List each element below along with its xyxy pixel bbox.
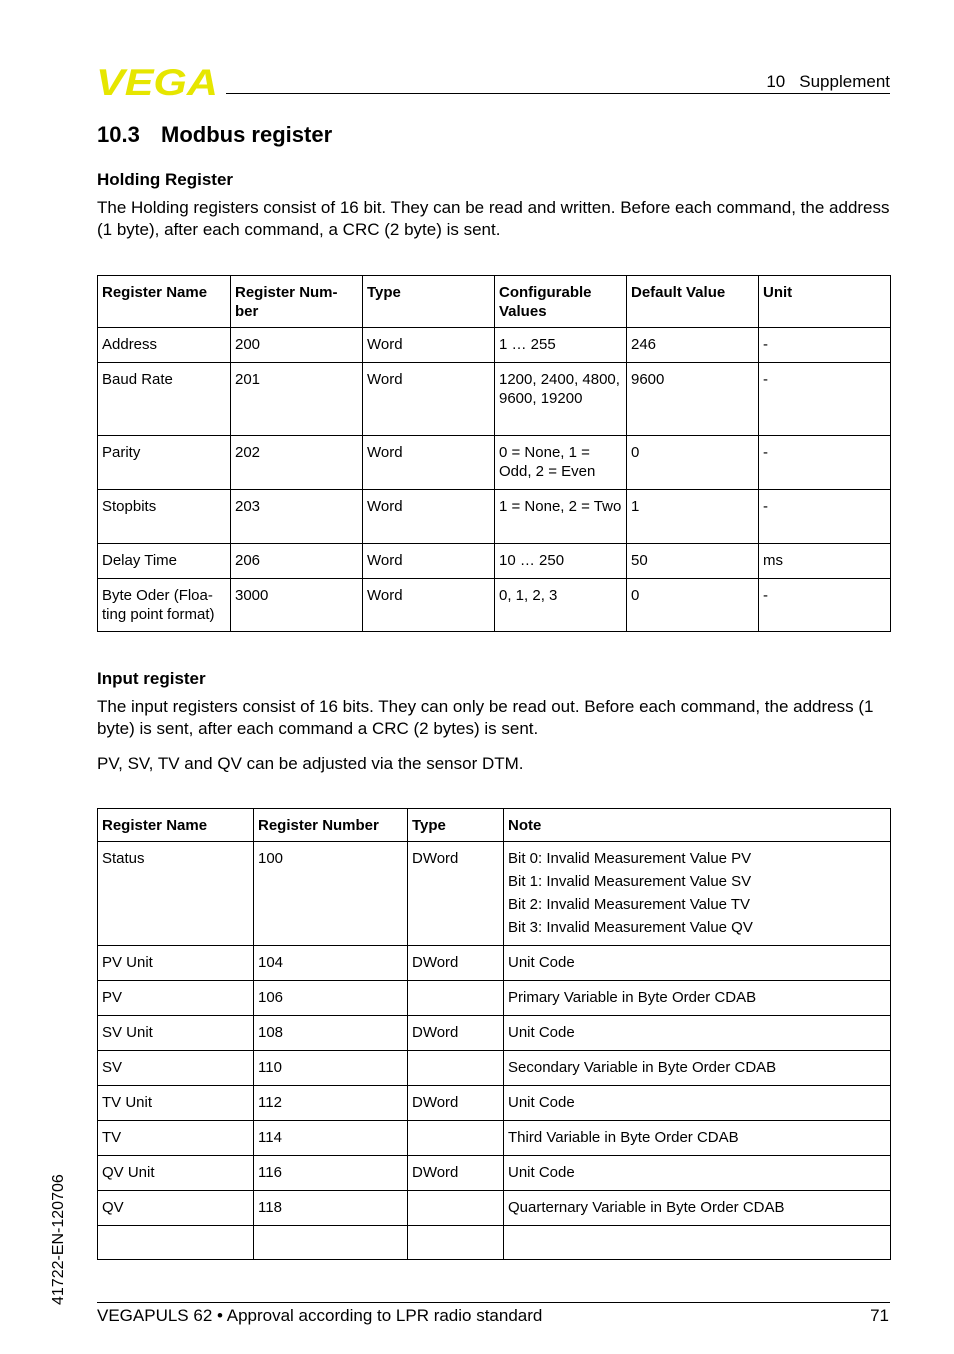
register-type [408, 981, 504, 1016]
column-header: Register Name [98, 276, 231, 328]
register-type: DWord [408, 1086, 504, 1121]
table-row [98, 946, 891, 981]
document-code: 41722-EN-120706 [50, 1174, 67, 1305]
table-row [98, 1086, 891, 1121]
register-note: Secondary Variable in Byte Order CDAB [504, 1051, 891, 1086]
register-name: Status [98, 842, 254, 946]
default-value: 0 [627, 436, 759, 490]
register-name: Parity [98, 436, 231, 490]
register-number: 3000 [231, 579, 363, 632]
column-header: Configurable Values [495, 276, 627, 328]
table-row [98, 490, 891, 544]
default-value: 0 [627, 579, 759, 632]
register-number: 206 [231, 544, 363, 579]
register-note [504, 842, 891, 946]
table-row [98, 1121, 891, 1156]
configurable-values: 0, 1, 2, 3 [495, 579, 627, 632]
register-number: 200 [231, 328, 363, 363]
default-value: 1 [627, 490, 759, 544]
section-title [97, 122, 332, 148]
holding-register-table [97, 275, 891, 632]
footer-title: VEGAPULS 62 • Approval according to LPR radio standard [97, 1306, 543, 1325]
register-type: Word [363, 363, 495, 436]
unit: - [759, 436, 891, 490]
column-header: Type [363, 276, 495, 328]
table-row [98, 579, 891, 632]
configurable-values: 0 = None, 1 = Odd, 2 = Even [495, 436, 627, 490]
register-name: Address [98, 328, 231, 363]
section-title-text: Modbus register [161, 122, 333, 147]
configurable-values: 10 … 250 [495, 544, 627, 579]
register-type [408, 1226, 504, 1260]
register-number: 112 [254, 1086, 408, 1121]
register-name: TV [98, 1121, 254, 1156]
register-note: Unit Code [504, 1016, 891, 1051]
holding-description: The Holding registers consist of 16 bit. They can be read and written. Before each command, the address (1 byte), after each command, a CRC (2 byte) is sent. [97, 198, 890, 239]
register-number: 106 [254, 981, 408, 1016]
register-name: SV Unit [98, 1016, 254, 1051]
register-name: Delay Time [98, 544, 231, 579]
register-number: 201 [231, 363, 363, 436]
table-row [98, 981, 891, 1016]
page-number: 71 [870, 1306, 889, 1325]
input-heading: Input register [97, 669, 206, 688]
input-register-table [97, 808, 891, 1260]
register-type: Word [363, 544, 495, 579]
register-name: Baud Rate [98, 363, 231, 436]
logo-text: VEGA [96, 66, 218, 98]
status-bit-note: Bit 2: Invalid Measurement Value TV [508, 896, 751, 913]
register-number: 202 [231, 436, 363, 490]
register-type: DWord [408, 946, 504, 981]
register-name: PV Unit [98, 946, 254, 981]
footer-rule [97, 1302, 890, 1303]
register-name: Stopbits [98, 490, 231, 544]
register-number: 118 [254, 1191, 408, 1226]
column-header: Register Number [254, 809, 408, 842]
register-note: Unit Code [504, 1086, 891, 1121]
register-name: QV [98, 1191, 254, 1226]
chapter-number: 10 [766, 72, 786, 91]
register-number: 100 [254, 842, 408, 946]
chapter-title: Supplement [799, 72, 890, 91]
unit: - [759, 328, 891, 363]
table-row [98, 1226, 891, 1260]
register-number: 110 [254, 1051, 408, 1086]
default-value: 9600 [627, 363, 759, 436]
register-type: DWord [408, 1156, 504, 1191]
unit: - [759, 579, 891, 632]
holding-heading: Holding Register [97, 170, 234, 189]
status-bit-note: Bit 1: Invalid Measurement Value SV [508, 873, 752, 890]
table-row [98, 1191, 891, 1226]
column-header: Note [504, 809, 891, 842]
register-type: Word [363, 436, 495, 490]
table-row [98, 1051, 891, 1086]
column-header: Register Num-ber [231, 276, 363, 328]
unit: - [759, 490, 891, 544]
running-header [766, 72, 890, 92]
register-name: TV Unit [98, 1086, 254, 1121]
register-type: Word [363, 328, 495, 363]
register-number: 203 [231, 490, 363, 544]
register-number: 104 [254, 946, 408, 981]
unit: ms [759, 544, 891, 579]
default-value: 246 [627, 328, 759, 363]
register-type: DWord [408, 842, 504, 946]
input-description: The input registers consist of 16 bits. They can only be read out. Before each command, the address (1 byte) is sent, after each command a CRC (2 bytes) is sent. [97, 697, 874, 738]
register-type: Word [363, 579, 495, 632]
status-bit-note: Bit 3: Invalid Measurement Value QV [508, 919, 753, 936]
register-number: 116 [254, 1156, 408, 1191]
register-number: 108 [254, 1016, 408, 1051]
table-row [98, 328, 891, 363]
register-note: Quarternary Variable in Byte Order CDAB [504, 1191, 891, 1226]
register-note [504, 1226, 891, 1260]
configurable-values: 1 = None, 2 = Two [495, 490, 627, 544]
table-row [98, 436, 891, 490]
table-row [98, 1156, 891, 1191]
register-name: Byte Oder (Floa-ting point format) [98, 579, 231, 632]
table-row [98, 363, 891, 436]
register-type [408, 1191, 504, 1226]
vega-logo [96, 66, 220, 98]
input-description-dtm: PV, SV, TV and QV can be adjusted via the sensor DTM. [97, 754, 524, 773]
column-header: Register Name [98, 809, 254, 842]
unit: - [759, 363, 891, 436]
register-name [98, 1226, 254, 1260]
table-header-row [98, 809, 891, 842]
column-header: Type [408, 809, 504, 842]
table-row [98, 1016, 891, 1051]
section-number: 10.3 [97, 122, 140, 147]
configurable-values: 1200, 2400, 4800, 9600, 19200 [495, 363, 627, 436]
status-bit-note: Bit 0: Invalid Measurement Value PV [508, 850, 752, 867]
register-type: Word [363, 490, 495, 544]
register-number: 114 [254, 1121, 408, 1156]
table-row [98, 842, 891, 946]
register-number [254, 1226, 408, 1260]
register-note: Unit Code [504, 1156, 891, 1191]
register-name: SV [98, 1051, 254, 1086]
table-header-row [98, 276, 891, 328]
column-header: Default Value [627, 276, 759, 328]
default-value: 50 [627, 544, 759, 579]
column-header: Unit [759, 276, 891, 328]
register-type: DWord [408, 1016, 504, 1051]
register-name: QV Unit [98, 1156, 254, 1191]
table-row [98, 544, 891, 579]
header-rule [226, 93, 890, 94]
register-type [408, 1051, 504, 1086]
configurable-values: 1 … 255 [495, 328, 627, 363]
register-note: Primary Variable in Byte Order CDAB [504, 981, 891, 1016]
register-type [408, 1121, 504, 1156]
register-note: Third Variable in Byte Order CDAB [504, 1121, 891, 1156]
register-note: Unit Code [504, 946, 891, 981]
register-name: PV [98, 981, 254, 1016]
